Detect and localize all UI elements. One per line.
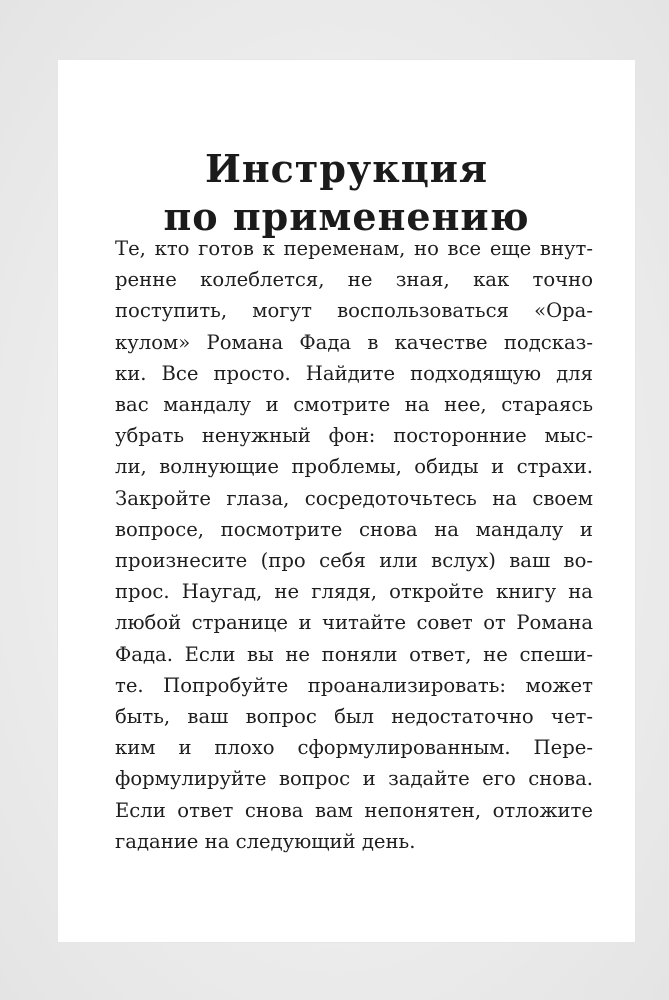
paragraph-line: ли, волнующие проблемы, обиды и страхи. <box>115 455 593 479</box>
paragraph-line: вас мандалу и смотрите на нее, стараясь <box>115 393 593 417</box>
paragraph-line: быть, ваш вопрос был недостаточно чет- <box>115 705 593 729</box>
page-title <box>58 145 635 241</box>
paragraph-line: формулируйте вопрос и задайте его снова. <box>115 767 593 791</box>
paragraph-line: кулом» Романа Фада в качестве подсказ- <box>115 330 593 354</box>
paragraph-line: ки. Все просто. Найдите подходящую для <box>115 361 593 385</box>
paragraph-line: Фада. Если вы не поняли ответ, не спеши- <box>115 642 593 666</box>
paragraph-line: ким и плохо сформулированным. Пере- <box>115 736 593 760</box>
paragraph-line: поступить, могут воспользоваться «Ора- <box>115 299 593 323</box>
paragraph-line: гадание на следующий день. <box>115 829 416 853</box>
paragraph-line: вопросе, посмотрите снова на мандалу и <box>115 517 593 541</box>
instruction-paragraph <box>115 233 593 857</box>
book-page <box>58 60 635 942</box>
paragraph-line: Закройте глаза, сосредоточьтесь на своем <box>115 486 593 510</box>
paragraph-line: ренне колеблется, не зная, как точно <box>115 268 593 292</box>
paragraph-line: любой странице и читайте совет от Романа <box>115 611 593 635</box>
paragraph-line: произнесите (про себя или вслух) ваш во- <box>115 549 593 573</box>
paragraph-line: Те, кто готов к переменам, но все еще внут- <box>115 237 593 260</box>
page-title-line-1: Инструкция <box>204 146 489 192</box>
page-title-line-2: по применению <box>163 194 530 240</box>
paragraph-line: убрать ненужный фон: посторонние мыс- <box>115 424 593 448</box>
paragraph-line: те. Попробуйте проанализировать: может <box>115 673 593 697</box>
paragraph-line: Если ответ снова вам непонятен, отложите <box>115 798 593 822</box>
paragraph-line: прос. Наугад, не глядя, откройте книгу на <box>115 580 593 604</box>
